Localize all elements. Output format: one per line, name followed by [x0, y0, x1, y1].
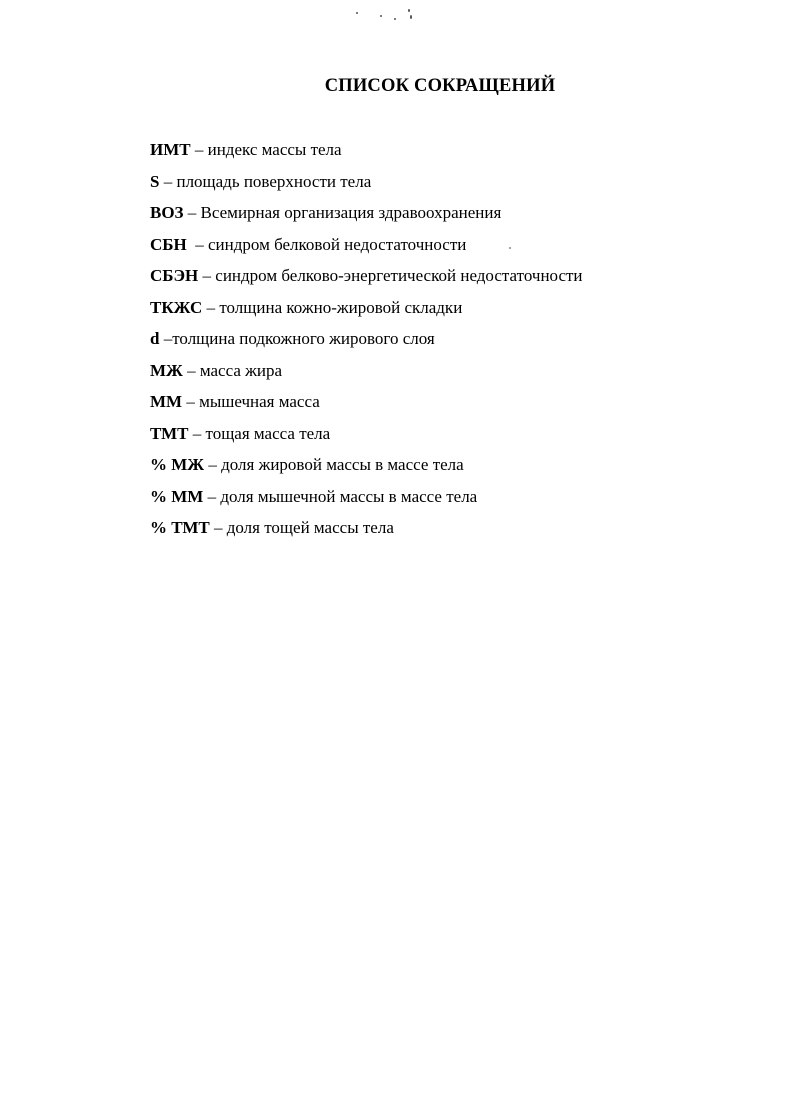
abbreviation-definition: мышечная масса	[199, 392, 320, 411]
abbreviation-term: S	[150, 171, 160, 191]
abbreviation-term: ВОЗ	[150, 203, 184, 222]
abbreviation-definition: синдром белково-энергетической недостаточности	[215, 266, 583, 285]
abbreviation-item	[150, 359, 583, 391]
abbreviation-item	[150, 296, 583, 328]
separator: –	[202, 297, 220, 317]
abbreviation-item	[150, 422, 583, 454]
abbreviation-term: % ММ	[150, 486, 204, 506]
abbreviation-term: ТМТ	[150, 423, 189, 443]
separator: –	[182, 392, 200, 411]
separator: –	[204, 455, 222, 474]
abbreviation-item	[150, 138, 583, 170]
separator: –	[182, 360, 200, 380]
abbreviation-definition: толщина подкожного жирового слоя	[172, 329, 435, 348]
separator: –	[159, 171, 177, 191]
abbreviation-term: % ТМТ	[150, 518, 210, 537]
abbreviation-definition: синдром белковой недостаточности	[208, 234, 467, 254]
abbreviation-term: ТКЖС	[150, 297, 203, 317]
abbreviation-item	[150, 453, 583, 485]
abbreviation-term: % МЖ	[150, 455, 205, 474]
abbreviation-definition: доля мышечной массы в массе тела	[220, 486, 478, 506]
abbreviation-definition: доля тощей массы тела	[226, 518, 394, 537]
separator: –	[188, 423, 206, 443]
abbreviation-item	[150, 327, 583, 359]
abbreviation-definition: толщина кожно-жировой складки	[219, 297, 463, 317]
abbreviation-item	[150, 516, 583, 548]
separator: –	[198, 266, 216, 285]
abbreviation-item	[150, 201, 583, 233]
abbreviation-definition: площадь поверхности тела	[176, 171, 372, 191]
abbreviation-term: ММ	[150, 392, 183, 411]
abbreviation-term: СБН	[150, 234, 187, 254]
abbreviation-item	[150, 485, 583, 517]
separator: –	[203, 486, 221, 506]
abbreviation-item	[150, 233, 583, 265]
abbreviation-term: СБЭН	[150, 266, 199, 285]
abbreviation-list	[150, 138, 583, 548]
separator: –	[209, 518, 227, 537]
abbreviation-term: МЖ	[150, 360, 183, 380]
abbreviation-term: ИМТ	[150, 140, 191, 159]
scan-speck	[509, 247, 511, 249]
abbreviation-item	[150, 390, 583, 422]
page-title: СПИСОК СОКРАЩЕНИЙ	[324, 76, 556, 96]
abbreviation-definition: масса жира	[199, 360, 283, 380]
abbreviation-definition: индекс массы тела	[207, 140, 342, 159]
separator: –	[183, 203, 201, 222]
separator: –	[186, 234, 208, 254]
abbreviation-definition: Всемирная организация здравоохранения	[200, 203, 502, 222]
abbreviation-item	[150, 170, 583, 202]
abbreviation-definition: тощая масса тела	[205, 423, 331, 443]
separator: –	[159, 329, 173, 348]
scan-artifacts	[350, 6, 420, 26]
abbreviation-term: d	[150, 329, 160, 348]
separator: –	[190, 140, 208, 159]
abbreviation-definition: доля жировой массы в массе тела	[221, 455, 464, 474]
abbreviation-item	[150, 264, 583, 296]
